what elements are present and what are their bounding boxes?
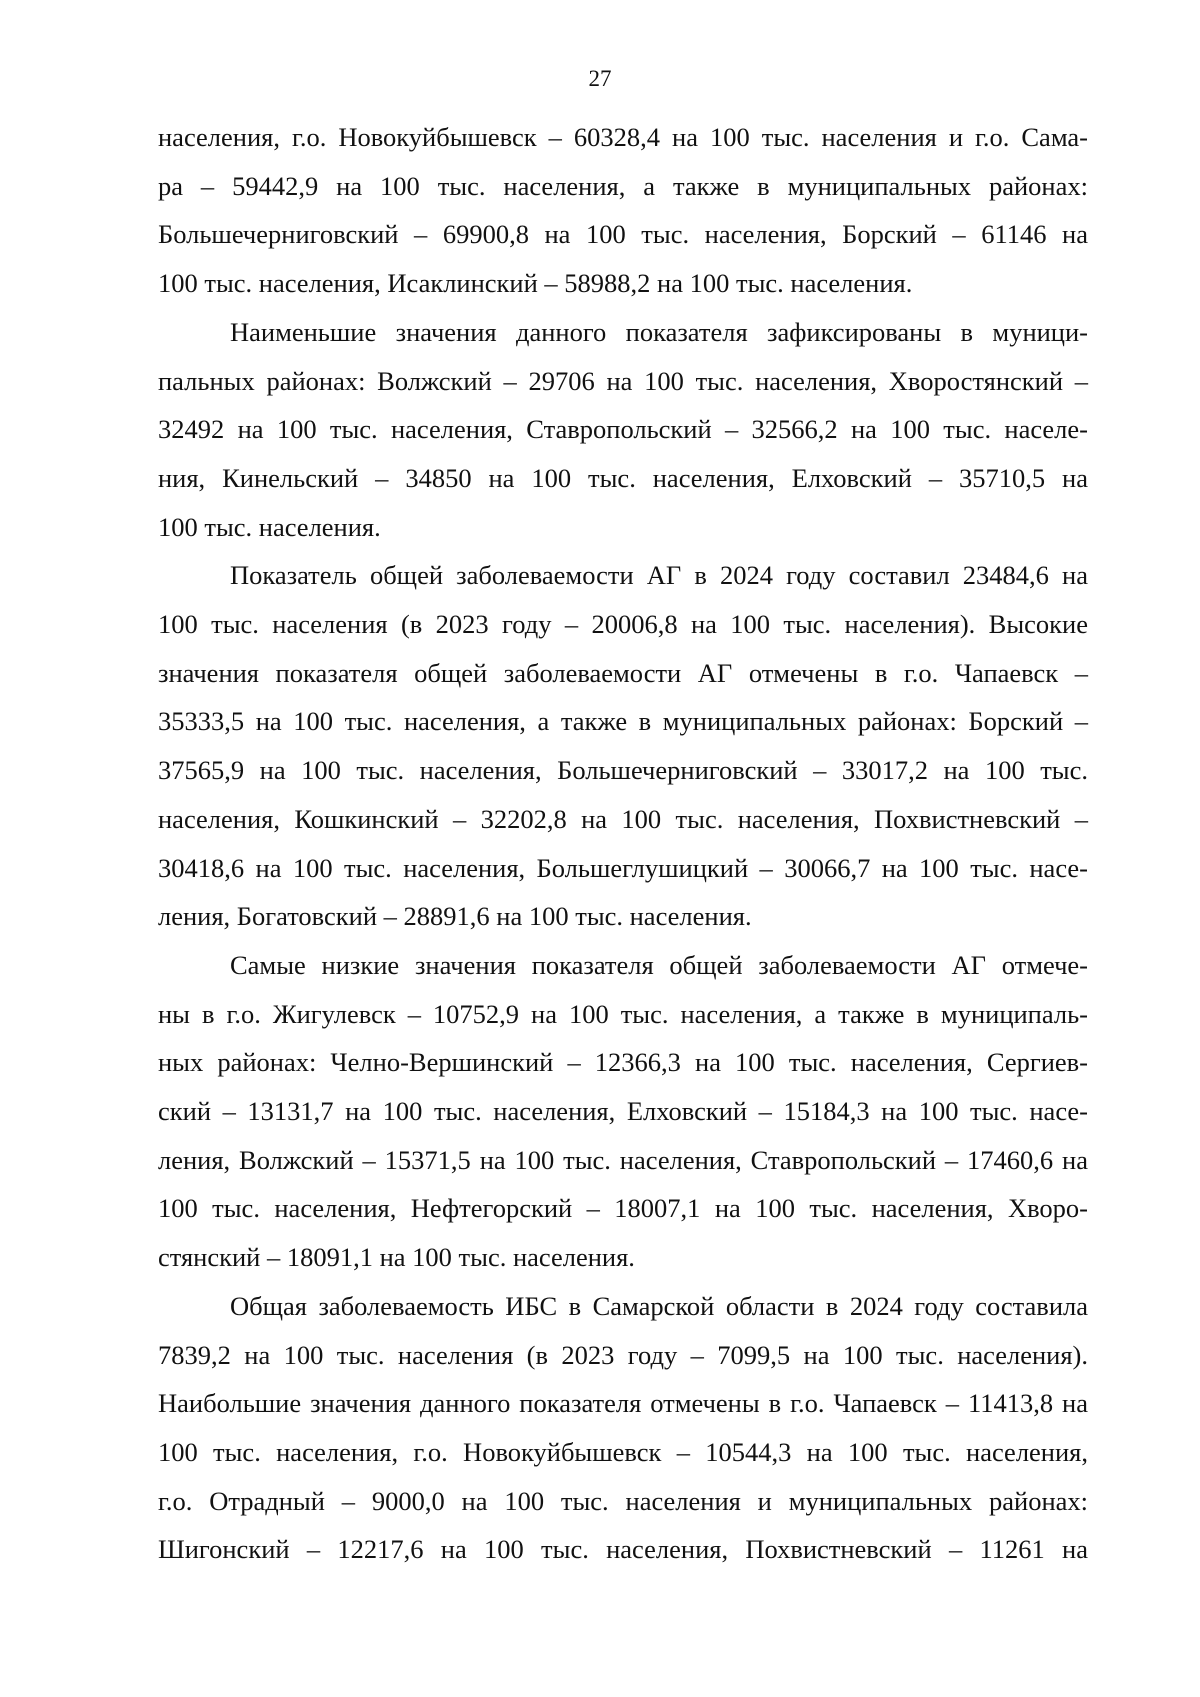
- text-line: г.о. Отрадный – 9000,0 на 100 тыс. населения и муниципальных районах:: [158, 1485, 1088, 1516]
- paragraph: [158, 113, 1088, 308]
- body-text: [158, 113, 1088, 1574]
- paragraph: [158, 941, 1088, 1282]
- text-line: 30418,6 на 100 тыс. населения, Большеглушицкий – 30066,7 на 100 тыс. насе-: [158, 852, 1088, 883]
- text-line: ны в г.о. Жигулевск – 10752,9 на 100 тыс. населения, а также в муниципаль-: [158, 998, 1088, 1029]
- text-line: населения, Кошкинский – 32202,8 на 100 тыс. населения, Похвистневский –: [158, 803, 1088, 834]
- text-line: ных районах: Челно-Вершинский – 12366,3 на 100 тыс. населения, Сергиев-: [158, 1047, 1088, 1078]
- text-line: 100 тыс. населения.: [158, 511, 381, 542]
- text-line: Самые низкие значения показателя общей заболеваемости АГ отмече-: [230, 949, 1088, 980]
- text-line: Наибольшие значения данного показателя отмечены в г.о. Чапаевск – 11413,8 на: [158, 1388, 1088, 1419]
- text-line: 37565,9 на 100 тыс. населения, Большечерниговский – 33017,2 на 100 тыс.: [158, 755, 1088, 786]
- paragraph: [158, 1282, 1088, 1574]
- paragraph: [158, 308, 1088, 552]
- text-line: 100 тыс. населения, г.о. Новокуйбышевск – 10544,3 на 100 тыс. населения,: [158, 1436, 1088, 1467]
- text-line: ский – 13131,7 на 100 тыс. населения, Елховский – 15184,3 на 100 тыс. насе-: [158, 1096, 1088, 1127]
- text-line: значения показателя общей заболеваемости АГ отмечены в г.о. Чапаевск –: [158, 657, 1088, 688]
- text-line: населения, г.о. Новокуйбышевск – 60328,4 на 100 тыс. населения и г.о. Сама-: [158, 122, 1088, 152]
- text-line: 100 тыс. населения, Исаклинский – 58988,2 на 100 тыс. населения.: [158, 268, 913, 299]
- text-line: 32492 на 100 тыс. населения, Ставропольский – 32566,2 на 100 тыс. населе-: [158, 414, 1088, 445]
- text-line: Наименьшие значения данного показателя зафиксированы в муници-: [230, 316, 1088, 347]
- page-number: 27: [588, 66, 612, 91]
- text-line: Шигонский – 12217,6 на 100 тыс. населения, Похвистневский – 11261 на: [158, 1534, 1088, 1565]
- paragraph: [158, 551, 1088, 941]
- text-line: ления, Волжский – 15371,5 на 100 тыс. населения, Ставропольский – 17460,6 на: [158, 1144, 1088, 1175]
- text-line: Показатель общей заболеваемости АГ в 2024 году составил 23484,6 на: [230, 560, 1088, 591]
- text-line: 100 тыс. населения, Нефтегорский – 18007,1 на 100 тыс. населения, Хворо-: [158, 1193, 1088, 1224]
- text-line: стянский – 18091,1 на 100 тыс. населения.: [158, 1242, 635, 1273]
- text-line: 35333,5 на 100 тыс. населения, а также в муниципальных районах: Борский –: [158, 706, 1088, 737]
- text-line: ния, Кинельский – 34850 на 100 тыс. населения, Елховский – 35710,5 на: [158, 462, 1088, 493]
- text-line: пальных районах: Волжский – 29706 на 100 тыс. населения, Хворостянский –: [158, 365, 1088, 396]
- text-line: ления, Богатовский – 28891,6 на 100 тыс. населения.: [158, 901, 752, 932]
- text-line: 7839,2 на 100 тыс. населения (в 2023 году – 7099,5 на 100 тыс. населения).: [158, 1339, 1088, 1370]
- text-line: ра – 59442,9 на 100 тыс. населения, а также в муниципальных районах:: [158, 170, 1088, 201]
- text-line: Большечерниговский – 69900,8 на 100 тыс. населения, Борский – 61146 на: [158, 219, 1088, 250]
- text-line: 100 тыс. населения (в 2023 году – 20006,8 на 100 тыс. населения). Высокие: [158, 609, 1088, 640]
- text-line: Общая заболеваемость ИБС в Самарской области в 2024 году составила: [230, 1290, 1088, 1321]
